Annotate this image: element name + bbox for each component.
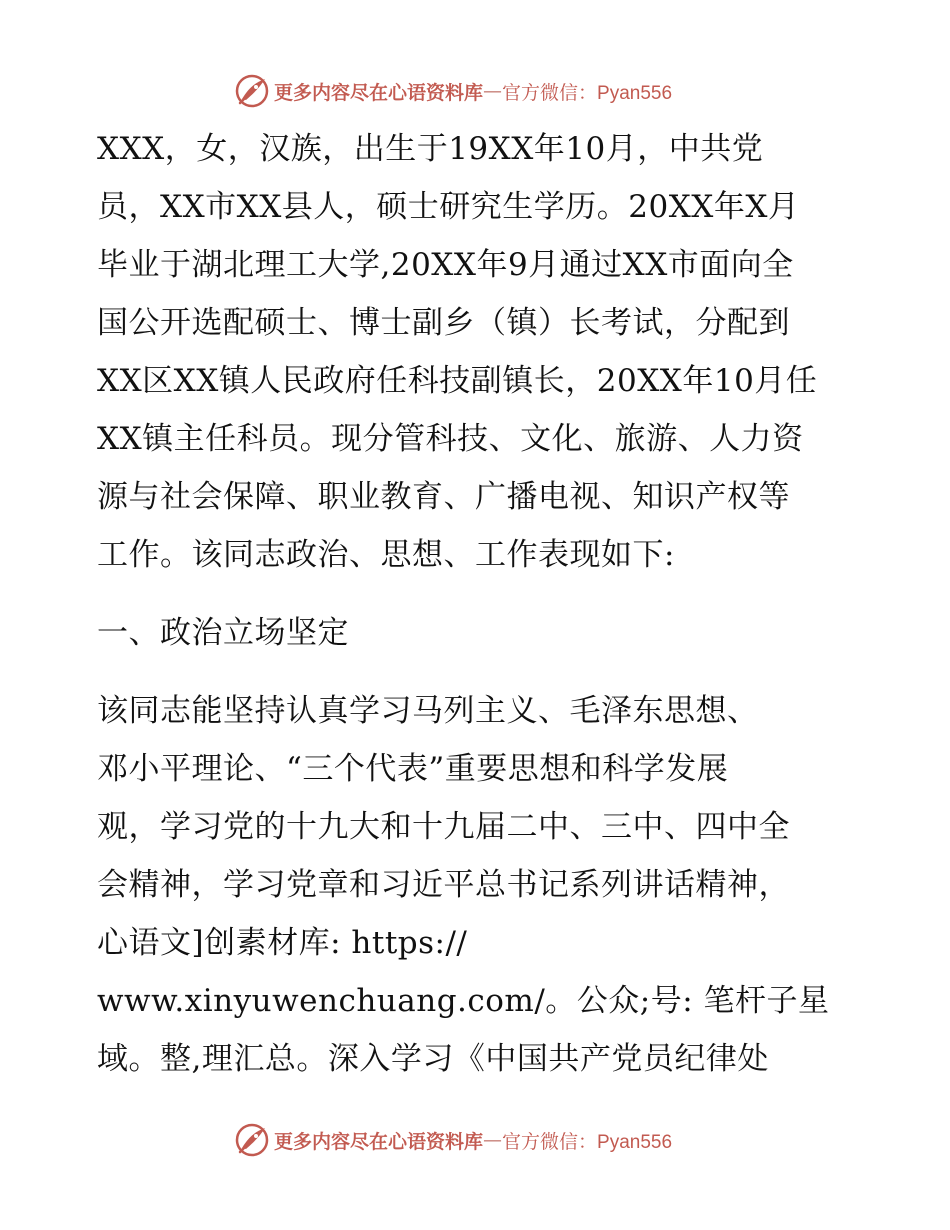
text-line: 会精神，学习党章和习近平总书记系列讲话精神， [97, 867, 790, 903]
watermark-footer [234, 1120, 672, 1160]
text-line: 域。整,理汇总。深入学习《中国共产党员纪律处 [97, 1041, 769, 1077]
text-line: XX区XX镇人民政府任科技副镇长，20XX年10月任 [97, 363, 818, 399]
section-heading: 一、政治立场坚定 [97, 615, 349, 651]
watermark-dash: — [483, 1129, 503, 1151]
watermark-text: 更多内容尽在心语资料库 [274, 81, 484, 104]
watermark-dash: — [483, 80, 503, 102]
text-line: XX镇主任科员。现分管科技、文化、旅游、人力资 [97, 421, 804, 457]
paragraph-intro [97, 120, 867, 584]
watermark-contact: 官方微信：Pyan556 [502, 82, 673, 104]
text-line: 员，XX市XX县人，硕士研究生学历。20XX年X月 [97, 189, 800, 225]
text-line: 该同志能坚持认真学习马列主义、毛泽东思想、 [97, 693, 759, 729]
text-line: XXX，女，汉族，出生于19XX年10月，中共党 [97, 131, 764, 167]
text-line: 邓小平理论、“三个代表”重要思想和科学发展 [97, 751, 729, 787]
text-line: 源与社会保障、职业教育、广播电视、知识产权等 [97, 479, 790, 515]
watermark-contact: 官方微信：Pyan556 [502, 1131, 673, 1153]
text-line: 心语文]创素材库: https:// [97, 925, 468, 961]
pen-nib-logo-icon [234, 1122, 270, 1158]
text-line: 毕业于湖北理工大学,20XX年9月通过XX市面向全 [97, 247, 794, 283]
paragraph-political [97, 682, 867, 1088]
text-line: 观，学习党的十九大和十九届二中、三中、四中全 [97, 809, 790, 845]
watermark-header [234, 71, 672, 111]
watermark-text: 更多内容尽在心语资料库 [274, 1130, 484, 1153]
text-line: 国公开选配硕士、博士副乡（镇）长考试，分配到 [97, 305, 790, 341]
pen-nib-logo-icon [234, 73, 270, 109]
text-line: 工作。该同志政治、思想、工作表现如下: [97, 537, 675, 573]
text-line: www.xinyuwenchuang.com/。公众;号: 笔杆子星 [97, 983, 830, 1019]
document-body [97, 120, 867, 1088]
